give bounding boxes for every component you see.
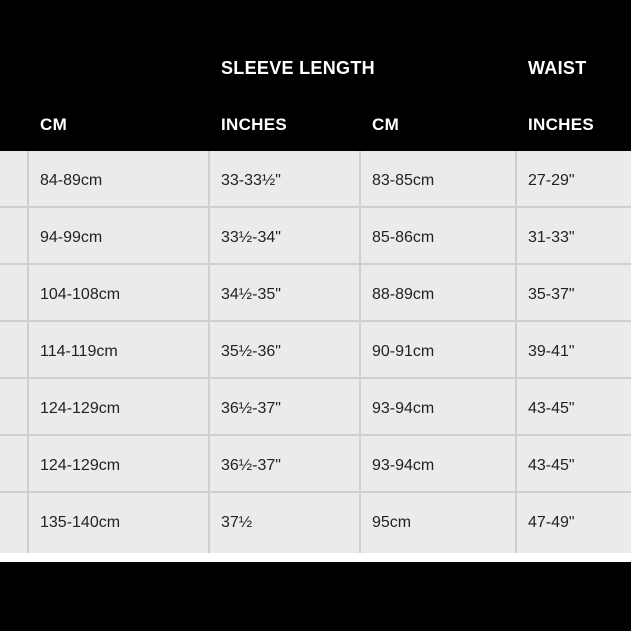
table-cell: 93-94cm	[372, 400, 435, 417]
table-header	[0, 0, 631, 151]
table-cell: 47-49"	[528, 514, 575, 531]
bottom-black-band	[0, 562, 631, 631]
table-cell: 31-33"	[528, 229, 575, 246]
table-cell: 36½-37"	[221, 400, 281, 417]
table-cell: 95cm	[372, 514, 412, 531]
table-cell: 88-89cm	[372, 286, 435, 303]
table-cell: 90-91cm	[372, 343, 435, 360]
table-row	[0, 493, 631, 550]
table-cell: 104-108cm	[40, 286, 121, 303]
table-cell: 114-119cm	[40, 343, 118, 360]
table-cell: 37½	[221, 514, 253, 531]
size-table-body	[0, 151, 631, 553]
table-row	[0, 379, 631, 436]
table-cell: 35-37"	[528, 286, 575, 303]
table-cell: 135-140cm	[40, 514, 121, 531]
table-row	[0, 265, 631, 322]
column-header-inches: INCHES	[528, 115, 595, 134]
column-divider	[515, 151, 517, 553]
group-header-sleeve-length: SLEEVE LENGTH	[221, 58, 375, 78]
table-cell: 124-129cm	[40, 457, 121, 474]
table-row	[0, 208, 631, 265]
table-cell: 34½-35"	[221, 286, 281, 303]
table-cell: 93-94cm	[372, 457, 435, 474]
table-cell: 27-29"	[528, 172, 575, 189]
table-row	[0, 151, 631, 208]
column-divider	[359, 151, 361, 553]
table-cell: 124-129cm	[40, 400, 121, 417]
table-cell: 85-86cm	[372, 229, 435, 246]
table-cell: 83-85cm	[372, 172, 435, 189]
table-row	[0, 322, 631, 379]
table-cell: 33½-34"	[221, 229, 281, 246]
column-divider	[208, 151, 210, 553]
column-header-cm: CM	[40, 115, 68, 134]
group-header-waist: WAIST	[528, 58, 587, 78]
column-divider	[27, 151, 29, 553]
column-header-inches: INCHES	[221, 115, 288, 134]
table-cell: 33-33½"	[221, 172, 281, 189]
table-cell: 39-41"	[528, 343, 575, 360]
table-cell: 36½-37"	[221, 457, 281, 474]
column-header-cm: CM	[372, 115, 400, 134]
table-cell: 43-45"	[528, 457, 575, 474]
table-row	[0, 436, 631, 493]
table-cell: 84-89cm	[40, 172, 103, 189]
table-cell: 94-99cm	[40, 229, 103, 246]
bottom-edge-strip	[0, 553, 631, 562]
table-cell: 43-45"	[528, 400, 575, 417]
table-cell: 35½-36"	[221, 343, 281, 360]
